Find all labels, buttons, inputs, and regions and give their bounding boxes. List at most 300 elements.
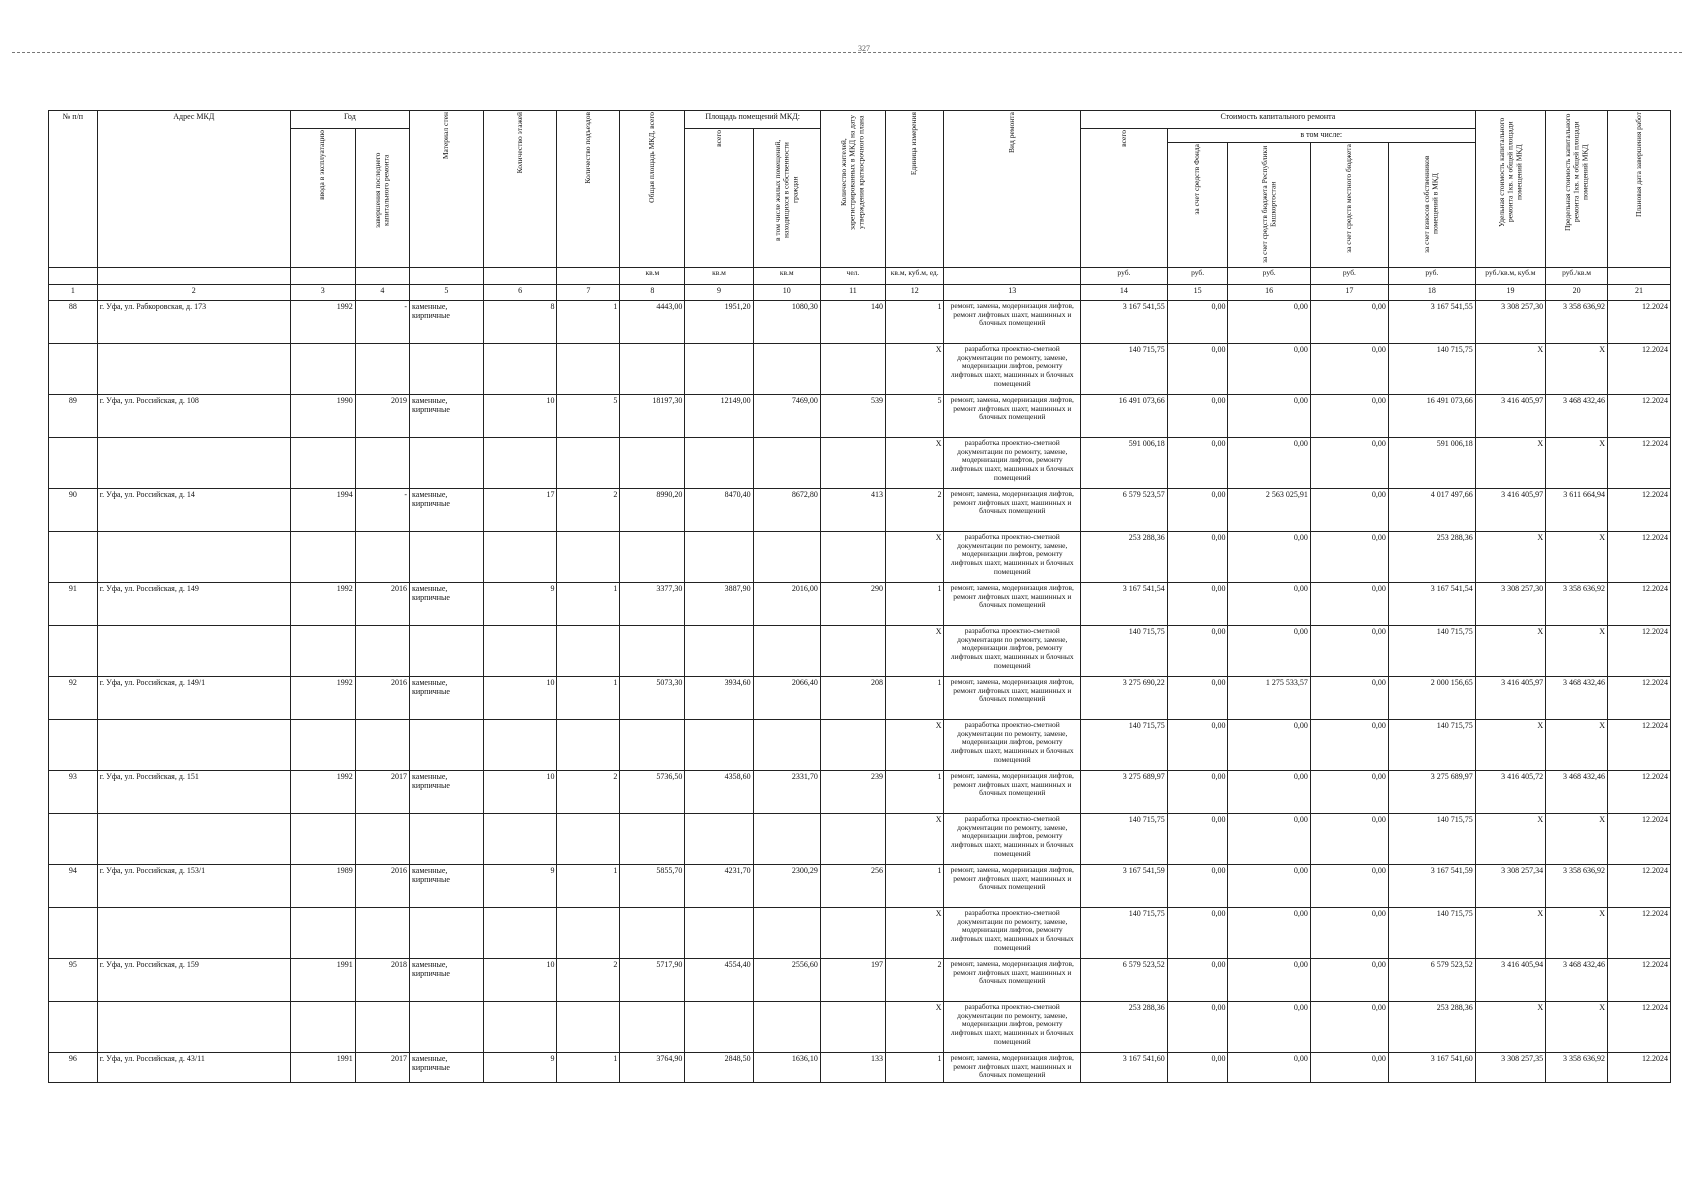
plan-date-cell: 12.2024	[1607, 583, 1670, 626]
row-number-cell	[49, 344, 98, 395]
work-type-cell: ремонт, замена, модернизация лифтов, ремонт лифтовых шахт, машинных и блочных помещений	[944, 301, 1081, 344]
floors-cell	[483, 532, 557, 583]
wall-material-cell: каменные, кирпичные	[410, 677, 484, 720]
cost-owners-cell: 3 167 541,55	[1388, 301, 1475, 344]
address-cell: г. Уфа, ул. Российская, д. 43/11	[97, 1053, 290, 1083]
plan-date-cell: 12.2024	[1607, 720, 1670, 771]
unit-cell	[290, 268, 355, 285]
cost-fund-cell: 0,00	[1167, 771, 1228, 814]
col-header-wall: Материал стен	[410, 111, 484, 268]
unit-cell	[1607, 268, 1670, 285]
cost-total-cell: 3 275 689,97	[1081, 771, 1168, 814]
premises-area-cell	[685, 1002, 753, 1053]
cost-fund-cell: 0,00	[1167, 301, 1228, 344]
table-row	[49, 720, 1671, 771]
unit-cost-cell: 3 416 405,94	[1475, 959, 1545, 1002]
total-area-cell	[620, 814, 685, 865]
owned-area-cell: 7469,00	[753, 395, 820, 438]
total-area-cell	[620, 720, 685, 771]
cost-region-cell: 0,00	[1228, 395, 1310, 438]
table-row	[49, 489, 1671, 532]
plan-date-cell: 12.2024	[1607, 489, 1670, 532]
floors-cell: 10	[483, 771, 557, 814]
residents-cell: 208	[820, 677, 885, 720]
plan-date-cell: 12.2024	[1607, 532, 1670, 583]
table-row	[49, 677, 1671, 720]
owned-area-cell	[753, 344, 820, 395]
wall-material-cell: каменные, кирпичные	[410, 395, 484, 438]
col-header-year: Год	[290, 111, 409, 129]
address-cell	[97, 438, 290, 489]
cost-fund-cell: 0,00	[1167, 908, 1228, 959]
year-repair-cell	[355, 344, 409, 395]
limit-cost-cell: 3 468 432,46	[1546, 959, 1608, 1002]
column-number-cell: 21	[1607, 285, 1670, 301]
row-number-cell	[49, 1002, 98, 1053]
column-number-cell: 13	[944, 285, 1081, 301]
cost-total-cell: 3 167 541,55	[1081, 301, 1168, 344]
plan-date-cell: 12.2024	[1607, 771, 1670, 814]
residents-cell: 256	[820, 865, 885, 908]
floors-cell: 10	[483, 959, 557, 1002]
address-cell	[97, 344, 290, 395]
premises-area-cell: 3887,90	[685, 583, 753, 626]
cost-owners-cell: 253 288,36	[1388, 532, 1475, 583]
work-type-cell: ремонт, замена, модернизация лифтов, ремонт лифтовых шахт, машинных и блочных помещений	[944, 959, 1081, 1002]
year-repair-cell: 2017	[355, 1053, 409, 1083]
cost-fund-cell: 0,00	[1167, 532, 1228, 583]
plan-date-cell: 12.2024	[1607, 814, 1670, 865]
owned-area-cell: 8672,80	[753, 489, 820, 532]
year-repair-cell	[355, 908, 409, 959]
column-number-cell: 5	[410, 285, 484, 301]
floors-cell: 10	[483, 395, 557, 438]
unit-cell: Х	[885, 814, 944, 865]
total-area-cell	[620, 1002, 685, 1053]
residents-cell: 539	[820, 395, 885, 438]
entrances-cell	[557, 908, 620, 959]
cost-total-cell: 253 288,36	[1081, 1002, 1168, 1053]
cost-fund-cell: 0,00	[1167, 489, 1228, 532]
owned-area-cell	[753, 532, 820, 583]
column-number-cell: 20	[1546, 285, 1608, 301]
work-type-cell: ремонт, замена, модернизация лифтов, ремонт лифтовых шахт, машинных и блочных помещений	[944, 395, 1081, 438]
entrances-cell	[557, 344, 620, 395]
cost-total-cell: 16 491 073,66	[1081, 395, 1168, 438]
year-repair-cell	[355, 814, 409, 865]
wall-material-cell	[410, 1002, 484, 1053]
cost-owners-cell: 140 715,75	[1388, 344, 1475, 395]
limit-cost-cell: 3 468 432,46	[1546, 395, 1608, 438]
total-area-cell: 4443,00	[620, 301, 685, 344]
residents-cell	[820, 344, 885, 395]
cost-fund-cell: 0,00	[1167, 959, 1228, 1002]
cost-total-cell: 140 715,75	[1081, 720, 1168, 771]
col-header-number: № п/п	[49, 111, 98, 268]
wall-material-cell	[410, 438, 484, 489]
cost-total-cell: 6 579 523,52	[1081, 959, 1168, 1002]
wall-material-cell	[410, 532, 484, 583]
unit-cell: Х	[885, 438, 944, 489]
work-type-cell: разработка проектно-сметной документации по ремонту, замене, модернизации лифтов, ремонту лифтовых шахт, машинных и блочных помещений	[944, 532, 1081, 583]
year-commission-cell	[290, 532, 355, 583]
wall-material-cell	[410, 908, 484, 959]
repair-register-table	[48, 110, 1671, 1083]
unit-cell: Х	[885, 344, 944, 395]
plan-date-cell: 12.2024	[1607, 908, 1670, 959]
unit-cell	[483, 268, 557, 285]
column-number-cell: 18	[1388, 285, 1475, 301]
premises-area-cell: 4554,40	[685, 959, 753, 1002]
year-commission-cell	[290, 720, 355, 771]
limit-cost-cell: 3 468 432,46	[1546, 771, 1608, 814]
unit-cell	[410, 268, 484, 285]
unit-cell: руб.	[1081, 268, 1168, 285]
table-row	[49, 301, 1671, 344]
column-number-cell: 16	[1228, 285, 1310, 301]
cost-fund-cell: 0,00	[1167, 814, 1228, 865]
unit-cell: 2	[885, 489, 944, 532]
work-type-cell: разработка проектно-сметной документации по ремонту, замене, модернизации лифтов, ремонту лифтовых шахт, машинных и блочных помещений	[944, 814, 1081, 865]
unit-cell: 1	[885, 301, 944, 344]
limit-cost-cell: Х	[1546, 532, 1608, 583]
table-row	[49, 814, 1671, 865]
col-header-entrances: Количество подъездов	[557, 111, 620, 268]
cost-local-cell: 0,00	[1310, 626, 1388, 677]
entrances-cell	[557, 532, 620, 583]
units-row	[49, 268, 1671, 285]
cost-fund-cell: 0,00	[1167, 395, 1228, 438]
cost-owners-cell: 6 579 523,52	[1388, 959, 1475, 1002]
unit-cell: кв.м	[753, 268, 820, 285]
unit-cost-cell: Х	[1475, 438, 1545, 489]
entrances-cell	[557, 720, 620, 771]
floors-cell: 9	[483, 865, 557, 908]
unit-cost-cell: 3 308 257,35	[1475, 1053, 1545, 1083]
owned-area-cell	[753, 814, 820, 865]
year-commission-cell	[290, 814, 355, 865]
year-repair-cell: 2017	[355, 771, 409, 814]
premises-area-cell	[685, 626, 753, 677]
unit-cost-cell: Х	[1475, 814, 1545, 865]
unit-cell	[355, 268, 409, 285]
address-cell	[97, 908, 290, 959]
plan-date-cell: 12.2024	[1607, 1053, 1670, 1083]
premises-area-cell	[685, 814, 753, 865]
unit-cost-cell: Х	[1475, 720, 1545, 771]
cost-region-cell: 2 563 025,91	[1228, 489, 1310, 532]
floors-cell	[483, 344, 557, 395]
col-header-cost-total: всего	[1081, 129, 1168, 268]
column-number-cell: 8	[620, 285, 685, 301]
year-commission-cell	[290, 908, 355, 959]
cost-total-cell: 6 579 523,57	[1081, 489, 1168, 532]
cost-fund-cell: 0,00	[1167, 626, 1228, 677]
premises-area-cell	[685, 908, 753, 959]
plan-date-cell: 12.2024	[1607, 959, 1670, 1002]
col-header-cost-group: Стоимость капитального ремонта	[1081, 111, 1476, 129]
col-header-unit-cost: Удельная стоимость капитального ремонта 1кв. м общей площади помещений МКД	[1475, 111, 1545, 268]
total-area-cell: 8990,20	[620, 489, 685, 532]
address-cell	[97, 814, 290, 865]
floors-cell: 10	[483, 677, 557, 720]
row-number-cell: 96	[49, 1053, 98, 1083]
year-commission-cell: 1992	[290, 583, 355, 626]
wall-material-cell	[410, 626, 484, 677]
cost-region-cell: 0,00	[1228, 865, 1310, 908]
entrances-cell: 2	[557, 489, 620, 532]
unit-cell: 1	[885, 1053, 944, 1083]
entrances-cell	[557, 814, 620, 865]
unit-cell: Х	[885, 908, 944, 959]
work-type-cell: разработка проектно-сметной документации по ремонту, замене, модернизации лифтов, ремонту лифтовых шахт, машинных и блочных помещений	[944, 908, 1081, 959]
unit-cell: Х	[885, 626, 944, 677]
year-commission-cell: 1992	[290, 771, 355, 814]
year-commission-cell: 1990	[290, 395, 355, 438]
residents-cell	[820, 532, 885, 583]
total-area-cell	[620, 438, 685, 489]
plan-date-cell: 12.2024	[1607, 865, 1670, 908]
cost-fund-cell: 0,00	[1167, 865, 1228, 908]
entrances-cell: 1	[557, 865, 620, 908]
floors-cell	[483, 908, 557, 959]
floors-cell: 9	[483, 583, 557, 626]
unit-cell	[49, 268, 98, 285]
year-commission-cell	[290, 438, 355, 489]
total-area-cell: 18197,30	[620, 395, 685, 438]
unit-cost-cell: 3 416 405,97	[1475, 489, 1545, 532]
total-area-cell: 5717,90	[620, 959, 685, 1002]
cost-local-cell: 0,00	[1310, 583, 1388, 626]
cost-local-cell: 0,00	[1310, 489, 1388, 532]
cost-local-cell: 0,00	[1310, 720, 1388, 771]
residents-cell	[820, 626, 885, 677]
cost-local-cell: 0,00	[1310, 865, 1388, 908]
cost-region-cell: 0,00	[1228, 438, 1310, 489]
unit-cost-cell: 3 416 405,97	[1475, 395, 1545, 438]
unit-cell: руб.	[1310, 268, 1388, 285]
plan-date-cell: 12.2024	[1607, 626, 1670, 677]
cost-fund-cell: 0,00	[1167, 677, 1228, 720]
work-type-cell: ремонт, замена, модернизация лифтов, ремонт лифтовых шахт, машинных и блочных помещений	[944, 677, 1081, 720]
unit-cost-cell: Х	[1475, 908, 1545, 959]
column-number-cell: 17	[1310, 285, 1388, 301]
premises-area-cell: 4231,70	[685, 865, 753, 908]
premises-area-cell: 4358,60	[685, 771, 753, 814]
row-number-cell: 92	[49, 677, 98, 720]
premises-area-cell	[685, 532, 753, 583]
unit-cell: кв.м, куб.м, ед.	[885, 268, 944, 285]
wall-material-cell: каменные, кирпичные	[410, 959, 484, 1002]
limit-cost-cell: Х	[1546, 344, 1608, 395]
entrances-cell	[557, 626, 620, 677]
row-number-cell: 93	[49, 771, 98, 814]
row-number-cell	[49, 438, 98, 489]
plan-date-cell: 12.2024	[1607, 677, 1670, 720]
table-row	[49, 908, 1671, 959]
col-header-incl: в том числе:	[1167, 129, 1475, 143]
premises-area-cell: 3934,60	[685, 677, 753, 720]
address-cell: г. Уфа, ул. Российская, д. 159	[97, 959, 290, 1002]
unit-cell: руб.	[1228, 268, 1310, 285]
cost-local-cell: 0,00	[1310, 438, 1388, 489]
address-cell: г. Уфа, ул. Российская, д. 108	[97, 395, 290, 438]
cost-fund-cell: 0,00	[1167, 720, 1228, 771]
residents-cell: 290	[820, 583, 885, 626]
entrances-cell: 1	[557, 1053, 620, 1083]
row-number-cell	[49, 908, 98, 959]
residents-cell	[820, 908, 885, 959]
work-type-cell: ремонт, замена, модернизация лифтов, ремонт лифтовых шахт, машинных и блочных помещений	[944, 771, 1081, 814]
cost-owners-cell: 140 715,75	[1388, 908, 1475, 959]
residents-cell	[820, 1002, 885, 1053]
owned-area-cell: 1080,30	[753, 301, 820, 344]
cost-total-cell: 591 006,18	[1081, 438, 1168, 489]
row-number-cell	[49, 532, 98, 583]
col-header-address: Адрес МКД	[97, 111, 290, 268]
col-header-total-area: Общая площадь МКД, всего	[620, 111, 685, 268]
cost-total-cell: 3 275 690,22	[1081, 677, 1168, 720]
cost-region-cell: 0,00	[1228, 908, 1310, 959]
cost-fund-cell: 0,00	[1167, 583, 1228, 626]
table-row	[49, 771, 1671, 814]
year-repair-cell: -	[355, 489, 409, 532]
year-commission-cell: 1992	[290, 677, 355, 720]
row-number-cell: 91	[49, 583, 98, 626]
cost-region-cell: 0,00	[1228, 344, 1310, 395]
unit-cell: руб.	[1388, 268, 1475, 285]
total-area-cell: 3377,30	[620, 583, 685, 626]
entrances-cell	[557, 438, 620, 489]
table-row	[49, 395, 1671, 438]
cost-region-cell: 0,00	[1228, 959, 1310, 1002]
cost-region-cell: 0,00	[1228, 626, 1310, 677]
entrances-cell: 2	[557, 959, 620, 1002]
cost-owners-cell: 3 167 541,60	[1388, 1053, 1475, 1083]
cost-region-cell: 0,00	[1228, 771, 1310, 814]
cost-local-cell: 0,00	[1310, 959, 1388, 1002]
unit-cell	[944, 268, 1081, 285]
floors-cell	[483, 1002, 557, 1053]
plan-date-cell: 12.2024	[1607, 1002, 1670, 1053]
residents-cell: 140	[820, 301, 885, 344]
premises-area-cell: 1951,20	[685, 301, 753, 344]
premises-area-cell: 8470,40	[685, 489, 753, 532]
cost-fund-cell: 0,00	[1167, 1002, 1228, 1053]
limit-cost-cell: 3 611 664,94	[1546, 489, 1608, 532]
col-header-work-type: Вид ремонта	[944, 111, 1081, 268]
cost-total-cell: 3 167 541,54	[1081, 583, 1168, 626]
unit-cell	[97, 268, 290, 285]
table-row	[49, 959, 1671, 1002]
cost-region-cell: 0,00	[1228, 814, 1310, 865]
entrances-cell: 1	[557, 301, 620, 344]
unit-cell: 1	[885, 771, 944, 814]
work-type-cell: ремонт, замена, модернизация лифтов, ремонт лифтовых шахт, машинных и блочных помещений	[944, 583, 1081, 626]
cost-local-cell: 0,00	[1310, 301, 1388, 344]
wall-material-cell	[410, 344, 484, 395]
residents-cell: 239	[820, 771, 885, 814]
col-header-year-commission: ввода в эксплуатацию	[290, 129, 355, 268]
year-commission-cell: 1994	[290, 489, 355, 532]
entrances-cell: 2	[557, 771, 620, 814]
table-row	[49, 1002, 1671, 1053]
wall-material-cell: каменные, кирпичные	[410, 865, 484, 908]
cost-region-cell: 1 275 533,57	[1228, 677, 1310, 720]
unit-cell: руб./кв.м, куб.м	[1475, 268, 1545, 285]
cost-local-cell: 0,00	[1310, 677, 1388, 720]
row-number-cell: 95	[49, 959, 98, 1002]
col-header-cost-fund: за счет средств Фонда	[1167, 143, 1228, 268]
residents-cell: 133	[820, 1053, 885, 1083]
column-number-cell: 4	[355, 285, 409, 301]
column-numbers-row	[49, 285, 1671, 301]
entrances-cell: 5	[557, 395, 620, 438]
owned-area-cell	[753, 908, 820, 959]
column-number-cell: 14	[1081, 285, 1168, 301]
owned-area-cell	[753, 1002, 820, 1053]
year-repair-cell	[355, 532, 409, 583]
cost-local-cell: 0,00	[1310, 395, 1388, 438]
premises-area-cell: 2848,50	[685, 1053, 753, 1083]
table-row	[49, 438, 1671, 489]
limit-cost-cell: 3 358 636,92	[1546, 1053, 1608, 1083]
year-repair-cell	[355, 1002, 409, 1053]
year-commission-cell	[290, 626, 355, 677]
cost-owners-cell: 140 715,75	[1388, 720, 1475, 771]
unit-cost-cell: 3 416 405,97	[1475, 677, 1545, 720]
unit-cell: 5	[885, 395, 944, 438]
cost-total-cell: 3 167 541,59	[1081, 865, 1168, 908]
floors-cell: 8	[483, 301, 557, 344]
wall-material-cell: каменные, кирпичные	[410, 489, 484, 532]
col-header-premises-total: всего	[685, 129, 753, 268]
cost-fund-cell: 0,00	[1167, 344, 1228, 395]
column-number-cell: 3	[290, 285, 355, 301]
column-number-cell: 19	[1475, 285, 1545, 301]
owned-area-cell: 2556,60	[753, 959, 820, 1002]
cost-local-cell: 0,00	[1310, 814, 1388, 865]
address-cell: г. Уфа, ул. Российская, д. 14	[97, 489, 290, 532]
cost-total-cell: 253 288,36	[1081, 532, 1168, 583]
owned-area-cell: 2331,70	[753, 771, 820, 814]
total-area-cell: 5736,50	[620, 771, 685, 814]
floors-cell	[483, 438, 557, 489]
cost-owners-cell: 2 000 156,65	[1388, 677, 1475, 720]
limit-cost-cell: Х	[1546, 908, 1608, 959]
owned-area-cell: 2066,40	[753, 677, 820, 720]
cost-fund-cell: 0,00	[1167, 1053, 1228, 1083]
row-number-cell	[49, 720, 98, 771]
year-commission-cell: 1991	[290, 959, 355, 1002]
plan-date-cell: 12.2024	[1607, 344, 1670, 395]
cost-region-cell: 0,00	[1228, 1053, 1310, 1083]
column-number-cell: 11	[820, 285, 885, 301]
unit-cost-cell: 3 308 257,30	[1475, 301, 1545, 344]
cost-region-cell: 0,00	[1228, 301, 1310, 344]
year-repair-cell: 2016	[355, 865, 409, 908]
year-repair-cell	[355, 626, 409, 677]
work-type-cell: ремонт, замена, модернизация лифтов, ремонт лифтовых шахт, машинных и блочных помещений	[944, 1053, 1081, 1083]
cost-owners-cell: 3 167 541,59	[1388, 865, 1475, 908]
cost-total-cell: 140 715,75	[1081, 344, 1168, 395]
cost-fund-cell: 0,00	[1167, 438, 1228, 489]
unit-cell: 1	[885, 677, 944, 720]
owned-area-cell: 1636,10	[753, 1053, 820, 1083]
cost-region-cell: 0,00	[1228, 720, 1310, 771]
floors-cell	[483, 626, 557, 677]
work-type-cell: ремонт, замена, модернизация лифтов, ремонт лифтовых шахт, машинных и блочных помещений	[944, 865, 1081, 908]
